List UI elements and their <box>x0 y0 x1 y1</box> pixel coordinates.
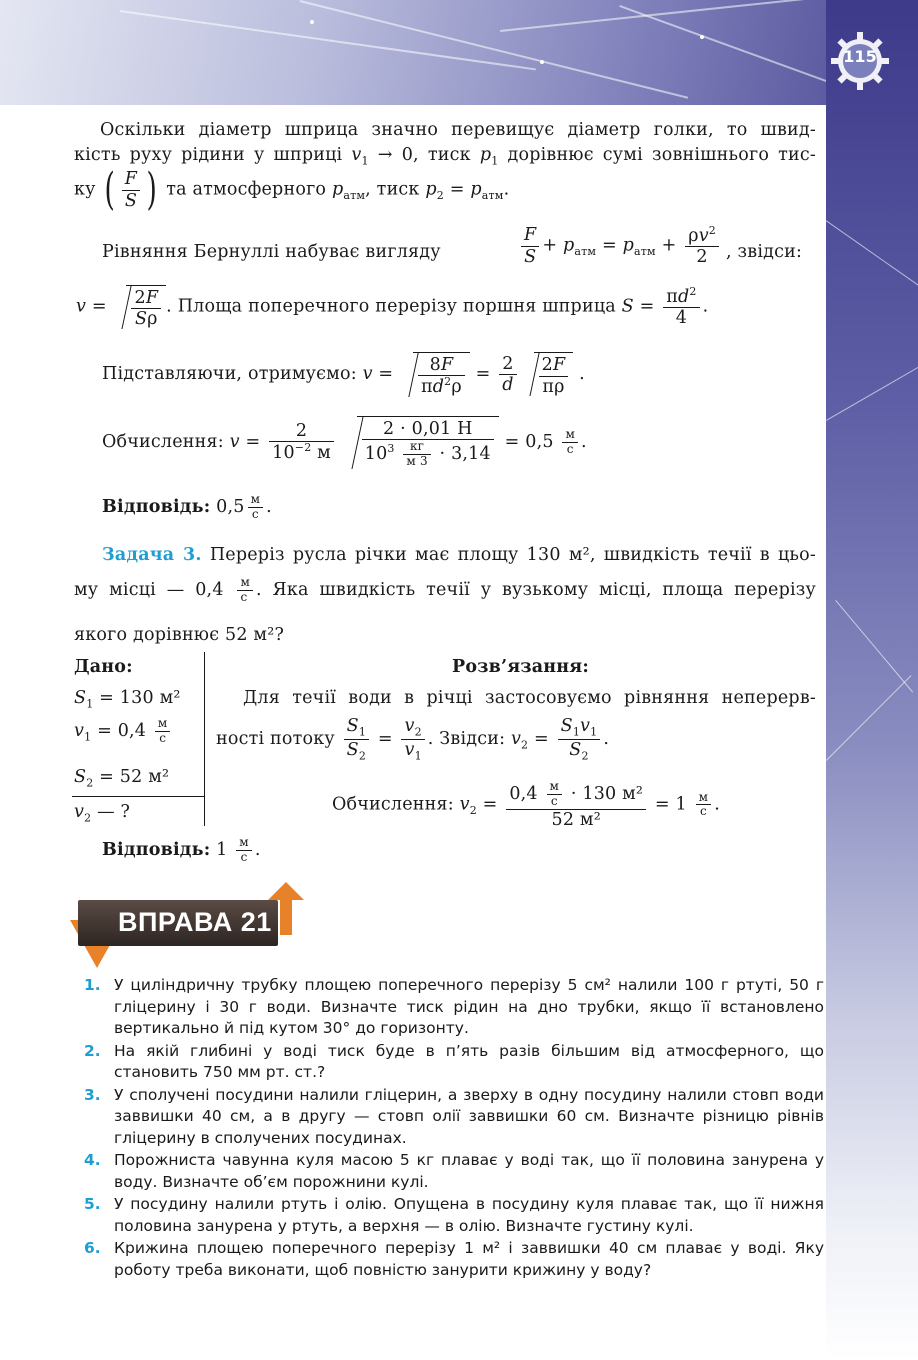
given-s2: $S_2 = 52$ м² <box>74 767 170 790</box>
bernoulli-label: Рівняння Бернуллі набуває вигляду <box>102 242 441 262</box>
substitution-line: Підставляючи, отримуємо: v = $\frac{8F}{\pi d^2\rho}$ = $\frac{2}{d}$ $\frac{2F}{\pi\rho}$ . <box>102 353 585 397</box>
para1-line1: Оскільки діаметр шприца значно перевищує діаметр голки, то швид- <box>100 120 816 140</box>
given-divider-horizontal <box>72 796 205 797</box>
bernoulli-equation: $\frac{F}{S}$ + $p_{атм} = p_{атм}$ + $\frac{\rho v^2}{2}$ <box>518 225 722 267</box>
bernoulli-tail: , звідси: <box>726 242 803 262</box>
given-s1: $S_1 = 130$ м² <box>74 688 181 711</box>
para1-line2: кість руху рідини у шприці $v_1 \to 0$, тиск $p_1$ дорівнює сумі зовнішнього тис- <box>74 145 816 168</box>
exercise-item: 5. У посудину налили ртуть і олію. Опущена в посудину куля плаває так, що її нижня половина занурена у ртуть, а верхня — в олію. Визначте густину кулі. <box>84 1195 824 1235</box>
exercise-item: 3. У сполучені посудини налили гліцерин, а зверху в одну посудину налили стовп води заввишки 40 см, а в другу — стовп олії заввишки 60 см. Визначте різницю рівнів гліцерину в сполучених посудинах. <box>84 1085 824 1147</box>
para2-line2: v = $\frac{2F}{S\rho}$ . Площа поперечного перерізу поршня шприца S = $\frac{\pi d^2}{4}$ . <box>76 285 709 330</box>
page-number: 115 <box>843 47 877 66</box>
given-divider-vertical <box>204 652 205 826</box>
answer-2: Відповідь: 1 $\frac{м}{с}$ . <box>102 835 261 864</box>
task3-line3: якого дорівнює 52 м²? <box>74 625 285 645</box>
solution-line1: Для течії води в річці застосовуємо рівняння неперерв- <box>243 688 816 708</box>
exercise-title: ВПРАВА 21 <box>118 907 272 937</box>
given-v1: $v_1 = 0,4$ $\frac{м}{с}$ <box>74 717 173 746</box>
side-decoration <box>826 0 918 1360</box>
exercise-item: 4. Порожниста чавунна куля масою 5 кг плаває у воді так, що її половина занурена у воду. Визначте об’єм порожнини кулі. <box>84 1151 824 1191</box>
calculation-1: Обчислення: v = $\frac{2}{10^{-2} м}$ 2 · 0,01 Н $10^3$ $\frac{кг}{м 3}$ · 3,14 = 0,5 $\frac{м}{с}$ . <box>102 416 587 469</box>
header-banner <box>0 0 918 105</box>
exercise-item: 6. Крижина площею поперечного перерізу 1 м² і заввишки 40 см плаває у воді. Яку роботу треба виконати, щоб повністю занурити крижину у воду? <box>84 1239 824 1279</box>
solution-line2: ності потоку $\frac{S_1}{S_2}$ = $\frac{v_2}{v_1}$ . Звідси: $v_2$ = $\frac{S_1v_1}{S_2}$ . <box>216 716 610 763</box>
exercise-item: 1. У циліндричну трубку площею поперечного перерізу 5 см² налили 100 г ртуті, 50 г гліцерину і 30 г води. Визначте тиск рідин на дно трубки, якщо її встановлено вертикально й під кутом 30° до горизонту. <box>84 976 824 1037</box>
answer-1: Відповідь: 0,5 $\frac{м}{с}$ . <box>102 492 272 521</box>
exercise-list <box>84 975 824 1282</box>
exercise-item: 2. На якій глибині у воді тиск буде в п’ять разів більшим від атмосферного, що становить 750 мм рт. ст.? <box>84 1041 824 1081</box>
solution-title: Розв’язання: <box>452 657 590 677</box>
task3-line1: Задача 3. Переріз русла річки має площу 130 м², швидкість течії в цьо- <box>102 545 817 565</box>
solution-calculation: Обчислення: $v_2$ = 0,4 $\frac{м}{с}$ · 130 м² 52 м² = 1 $\frac{м}{с}$ . <box>332 779 720 830</box>
given-title: Дано: <box>74 657 133 677</box>
para1-line3: ку ( $\frac{F}{S}$ ) та атмосферного $p_{атм}$, тиск $p_2 = p_{атм}$. <box>74 164 510 215</box>
given-v2: $v_2$ — ? <box>74 802 131 825</box>
task3-line2: му місці — 0,4 $\frac{м}{с}$ . Яка швидкість течії у вузькому місці, площа перерізу <box>74 575 817 604</box>
